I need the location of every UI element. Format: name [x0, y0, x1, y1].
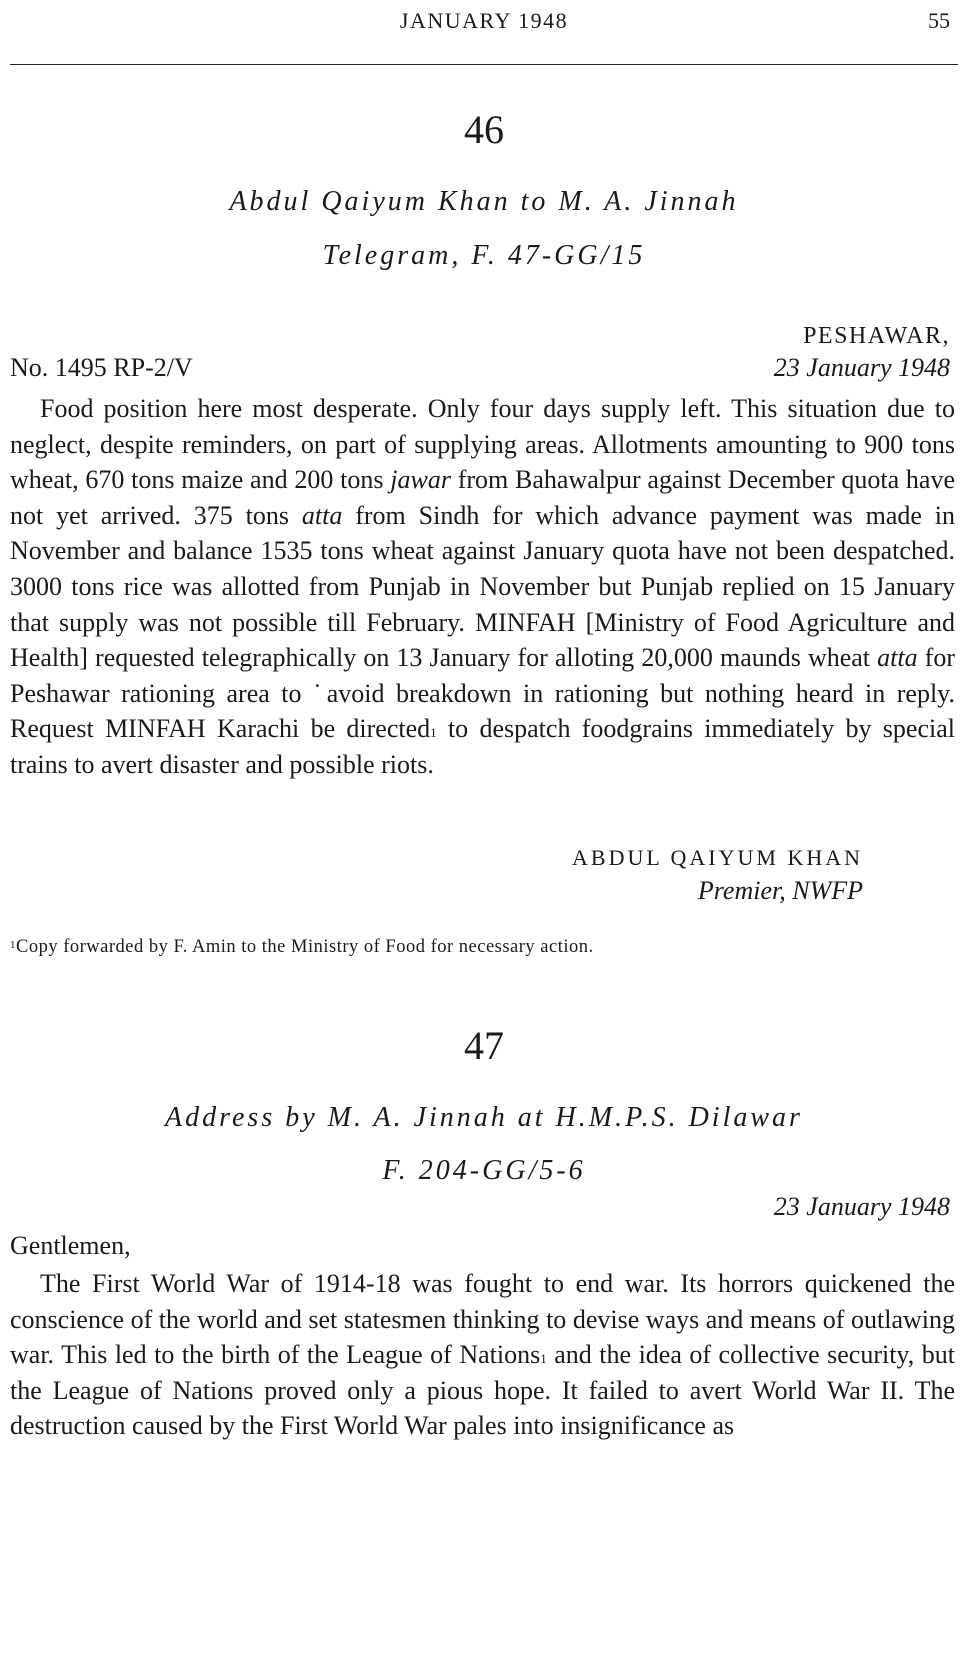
running-head: [0, 8, 968, 38]
footnote-marker: 1: [430, 725, 437, 741]
body-text-segment: and the idea of collective security, but the League of Nations proved only a pious hope. It failed to avert World War II. The destruction caused by the First World War pales into insignificance as: [10, 1340, 955, 1441]
doc-47-title: Address by M. A. Jinnah at H.M.P.S. Dilawar: [165, 1102, 803, 1133]
doc-46-date: 23 January 1948: [773, 353, 950, 382]
body-italic-term: atta: [877, 643, 918, 673]
body-text-segment: from Bahawalpur against December quota have not yet arrived. 375 tons: [10, 465, 956, 530]
body-text-segment: The First World War of 1914-18 was fought to end war. Its horrors quickened the conscience of the world and set statesmen thinking to devise ways and means of outlawing war. This led to the birth of the League of Nations: [10, 1269, 955, 1370]
body-italic-term: atta: [301, 500, 343, 530]
body-text-segment: for Peshawar rationing area to ˙avoid breakdown in rationing but nothing heard in reply. Request MINFAH Karachi be directed: [10, 643, 955, 744]
body-italic-term: jawar: [390, 465, 451, 495]
doc-47-date: 23 January 1948: [773, 1192, 950, 1221]
running-title: JANUARY 1948: [399, 8, 569, 33]
body-text-segment: from Sindh for which advance payment was made in November and balance 1535 tons wheat against January quota have not been despatched. 3000 tons rice was allotted from Punjab in November but Punjab replied on 15 January that supply was not possible till February. MINFAH [Ministry of Food Agriculture and Health] requested telegraphically on 13 January for alloting 20,000 maunds wheat: [10, 500, 956, 673]
body-text-segment: Food position here most desperate. Only four days supply left. This situation due to neglect, despite reminders, on part of supplying areas. Allotments amounting to 900 tons wheat, 670 tons maize and 200 tons: [10, 394, 955, 495]
doc-46-reference: No. 1495 RP-2/V: [10, 353, 193, 382]
doc-46-footnote: [10, 937, 594, 958]
doc-47-subtitle: F. 204-GG/5-6: [382, 1155, 586, 1186]
doc-46-title: Abdul Qaiyum Khan to M. A. Jinnah: [229, 186, 739, 217]
doc-46-signature-title: Premier, NWFP: [697, 876, 863, 905]
footnote-text: Copy forwarded by F. Amin to the Ministry of Food for necessary action.: [16, 937, 594, 957]
page-number: 55: [928, 8, 950, 33]
doc-46-number: 46: [464, 107, 504, 152]
doc-46-place: PESHAWAR,: [803, 323, 950, 349]
doc-46-signature-name: ABDUL QAIYUM KHAN: [572, 845, 863, 870]
doc-46-subtitle: Telegram, F. 47-GG/15: [322, 240, 646, 271]
doc-47-body: [10, 1266, 955, 1444]
doc-46-body: [10, 391, 955, 783]
doc-47-number: 47: [464, 1023, 504, 1068]
footnote-marker: 1: [540, 1351, 547, 1367]
footnote-number: 1: [10, 939, 16, 951]
body-text-segment: to despatch foodgrains immediately by special trains to avert disaster and possible riots.: [10, 714, 955, 779]
doc-47-salutation: Gentlemen,: [10, 1231, 131, 1260]
header-rule: [10, 64, 958, 65]
